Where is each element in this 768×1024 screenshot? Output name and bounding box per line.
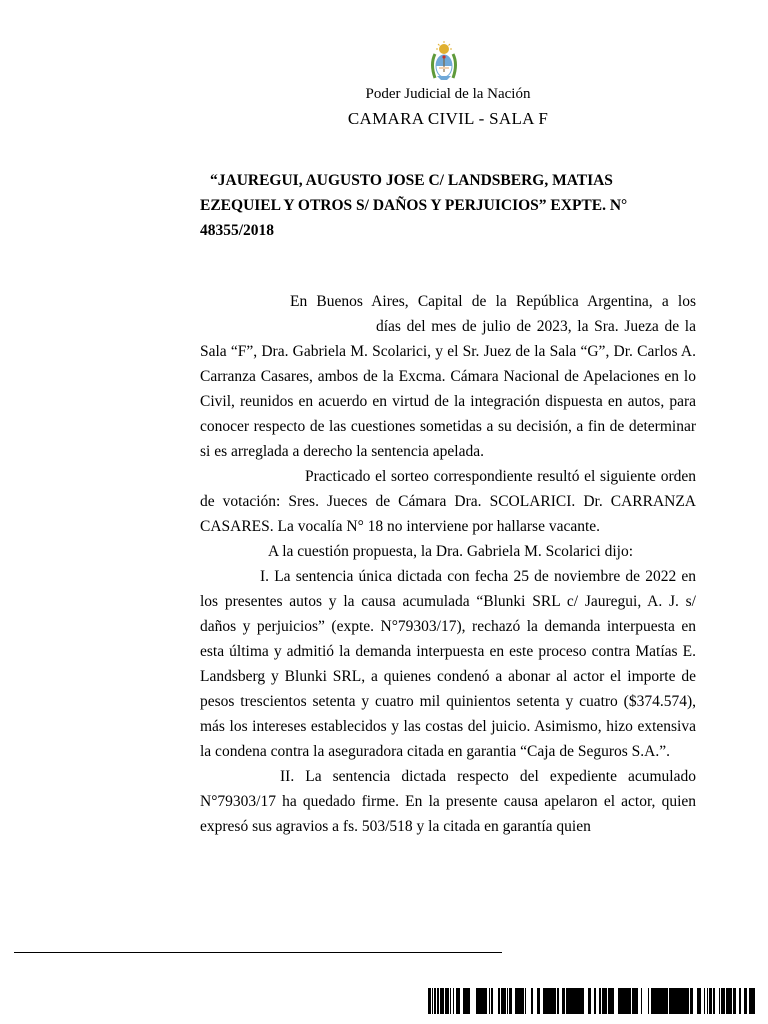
chamber-name: CAMARA CIVIL - SALA F: [347, 109, 549, 128]
paragraph-section-i: I. La sentencia única dictada con fecha 25 de noviembre de 2022 en los presentes autos y la causa acumulada “Blunki SRL c/ Jauregui, A. J. s/ daños y perjuicios” (expte. N°79303/17), rechazó la demanda interpuesta en esta última y admitió la demanda interpuesta en este proceso contra Matías E. Landsberg y Blunki SRL, a quienes condenó a abonar al actor el importe de pesos trescientos setenta y cuatro mil quinientos setenta y cuatro ($374.574), más los intereses establecidos y las costas del juicio. Asimismo, hizo extensiva la condena contra la aseguradora citada en garantia “Caja de Seguros S.A.”.: [200, 568, 696, 760]
case-title: [200, 168, 696, 243]
case-title-line-2: EZEQUIEL Y OTROS S/ DAÑOS Y PERJUICIOS” EXPTE. N°: [200, 197, 628, 214]
footnote-divider: [14, 952, 502, 953]
case-title-line-1: “JAUREGUI, AUGUSTO JOSE C/ LANDSBERG, MATIAS: [210, 172, 613, 189]
institution-name: Poder Judicial de la Nación: [365, 86, 531, 102]
paragraph-sorteo: Practicado el sorteo correspondiente resultó el siguiente orden de votación: Sres. Jueces de Cámara Dra. SCOLARICI. Dr. CARRANZA CASARES. La vocalía N° 18 no interviene por hallarse vacante.: [200, 468, 696, 535]
barcode-icon: [428, 988, 758, 1014]
document-body: [200, 289, 696, 839]
paragraph-opening: [200, 289, 696, 464]
paragraph-opening-start: En Buenos Aires, Capital de la República Argentina, a los: [290, 293, 696, 310]
paragraph-cuestion: A la cuestión propuesta, la Dra. Gabriela M. Scolarici dijo:: [268, 543, 634, 560]
case-title-line-3: 48355/2018: [200, 222, 275, 239]
argentine-coat-of-arms-icon: [429, 40, 459, 84]
paragraph-opening-rest: días del mes de julio de 2023, la Sra. Jueza de la Sala “F”, Dra. Gabriela M. Scolarici, y el Sr. Juez de la Sala “G”, Dr. Carlos A. Carranza Casares, ambos de la Excma. Cámara Nacional de Apelaciones en lo Civil, reunidos en acuerdo en virtud de la integración dispuesta en autos, para conocer respecto de las cuestiones sometidas a su decisión, a fin de determinar si es arreglada a derecho la sentencia apelada.: [200, 318, 696, 460]
paragraph-section-ii: II. La sentencia dictada respecto del expediente acumulado N°79303/17 ha quedado firme. En la presente causa apelaron el actor, quien expresó sus agravios a fs. 503/518 y la citada en garantía quien: [200, 768, 696, 835]
